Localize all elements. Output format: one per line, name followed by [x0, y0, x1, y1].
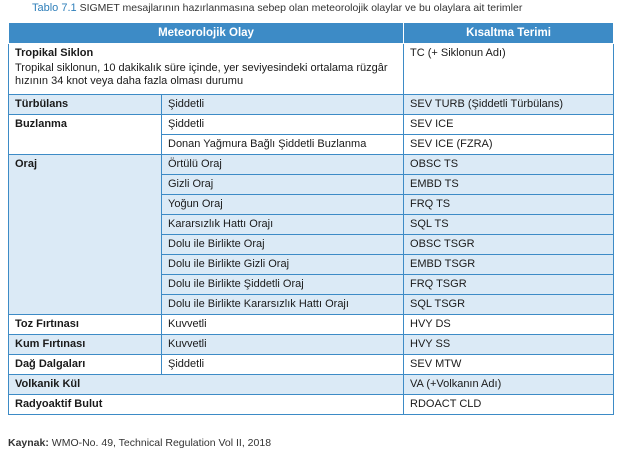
icing-category: Buzlanma: [9, 115, 162, 155]
storm-detail: Dolu ile Birlikte Gizli Oraj: [162, 255, 404, 275]
table-row: [9, 355, 614, 375]
storm-abbr: OBSC TSGR: [404, 235, 614, 255]
sigmet-table: [8, 22, 614, 415]
sandstorm-detail: Kuvvetli: [162, 335, 404, 355]
turbulence-category: Türbülans: [9, 95, 162, 115]
table-title: SIGMET mesajlarının hazırlanmasına sebep olan meteorolojik olaylar ve bu olaylara ait terimler: [79, 2, 523, 14]
storm-abbr: SQL TS: [404, 215, 614, 235]
table-row: [9, 155, 614, 175]
turbulence-detail: Şiddetli: [162, 95, 404, 115]
storm-detail: Dolu ile Birlikte Şiddetli Oraj: [162, 275, 404, 295]
radioactive-abbr: RDOACT CLD: [404, 395, 614, 415]
table-row: [9, 395, 614, 415]
storm-detail: Gizli Oraj: [162, 175, 404, 195]
header-event: Meteorolojik Olay: [9, 23, 404, 44]
icing-abbr: SEV ICE: [404, 115, 614, 135]
table-row: [9, 315, 614, 335]
radioactive-category: Radyoaktif Bulut: [9, 395, 404, 415]
storm-abbr: FRQ TS: [404, 195, 614, 215]
storm-abbr: EMBD TS: [404, 175, 614, 195]
mountainwave-category: Dağ Dalgaları: [9, 355, 162, 375]
table-row: [9, 95, 614, 115]
source-text: WMO-No. 49, Technical Regulation Vol II, 2018: [51, 437, 272, 449]
storm-detail: Örtülü Oraj: [162, 155, 404, 175]
mountainwave-detail: Şiddetli: [162, 355, 404, 375]
storm-abbr: FRQ TSGR: [404, 275, 614, 295]
table-row: [9, 375, 614, 395]
table-caption: [32, 2, 522, 14]
table-row: [9, 115, 614, 135]
storm-abbr: EMBD TSGR: [404, 255, 614, 275]
storm-abbr: SQL TSGR: [404, 295, 614, 315]
volcanic-category: Volkanik Kül: [9, 375, 404, 395]
tropical-cell: [9, 44, 404, 95]
tropical-abbr: TC (+ Siklonun Adı): [404, 44, 614, 95]
sandstorm-abbr: HVY SS: [404, 335, 614, 355]
icing-detail: Şiddetli: [162, 115, 404, 135]
icing-abbr: SEV ICE (FZRA): [404, 135, 614, 155]
mountainwave-abbr: SEV MTW: [404, 355, 614, 375]
table-number: Tablo 7.1: [32, 2, 77, 14]
storm-detail: Dolu ile Birlikte Oraj: [162, 235, 404, 255]
header-row: [9, 23, 614, 44]
duststorm-abbr: HVY DS: [404, 315, 614, 335]
storm-category: Oraj: [9, 155, 162, 315]
volcanic-abbr: VA (+Volkanın Adı): [404, 375, 614, 395]
source-note: [8, 437, 271, 449]
storm-detail: Kararsızlık Hattı Orajı: [162, 215, 404, 235]
table-row: [9, 335, 614, 355]
duststorm-detail: Kuvvetli: [162, 315, 404, 335]
table-row: [9, 44, 614, 95]
icing-detail: Donan Yağmura Bağlı Şiddetli Buzlanma: [162, 135, 404, 155]
source-label: Kaynak:: [8, 437, 49, 449]
storm-detail: Yoğun Oraj: [162, 195, 404, 215]
sandstorm-category: Kum Fırtınası: [9, 335, 162, 355]
header-abbr: Kısaltma Terimi: [404, 23, 614, 44]
turbulence-abbr: SEV TURB (Şiddetli Türbülans): [404, 95, 614, 115]
tropical-desc: Tropikal siklonun, 10 dakikalık süre içinde, yer seviyesindeki ortalama rüzgâr hızının 34 knot veya daha fazla olması durumu: [15, 62, 388, 87]
storm-abbr: OBSC TS: [404, 155, 614, 175]
duststorm-category: Toz Fırtınası: [9, 315, 162, 335]
tropical-title: Tropikal Siklon: [15, 47, 94, 59]
storm-detail: Dolu ile Birlikte Kararsızlık Hattı Orajı: [162, 295, 404, 315]
